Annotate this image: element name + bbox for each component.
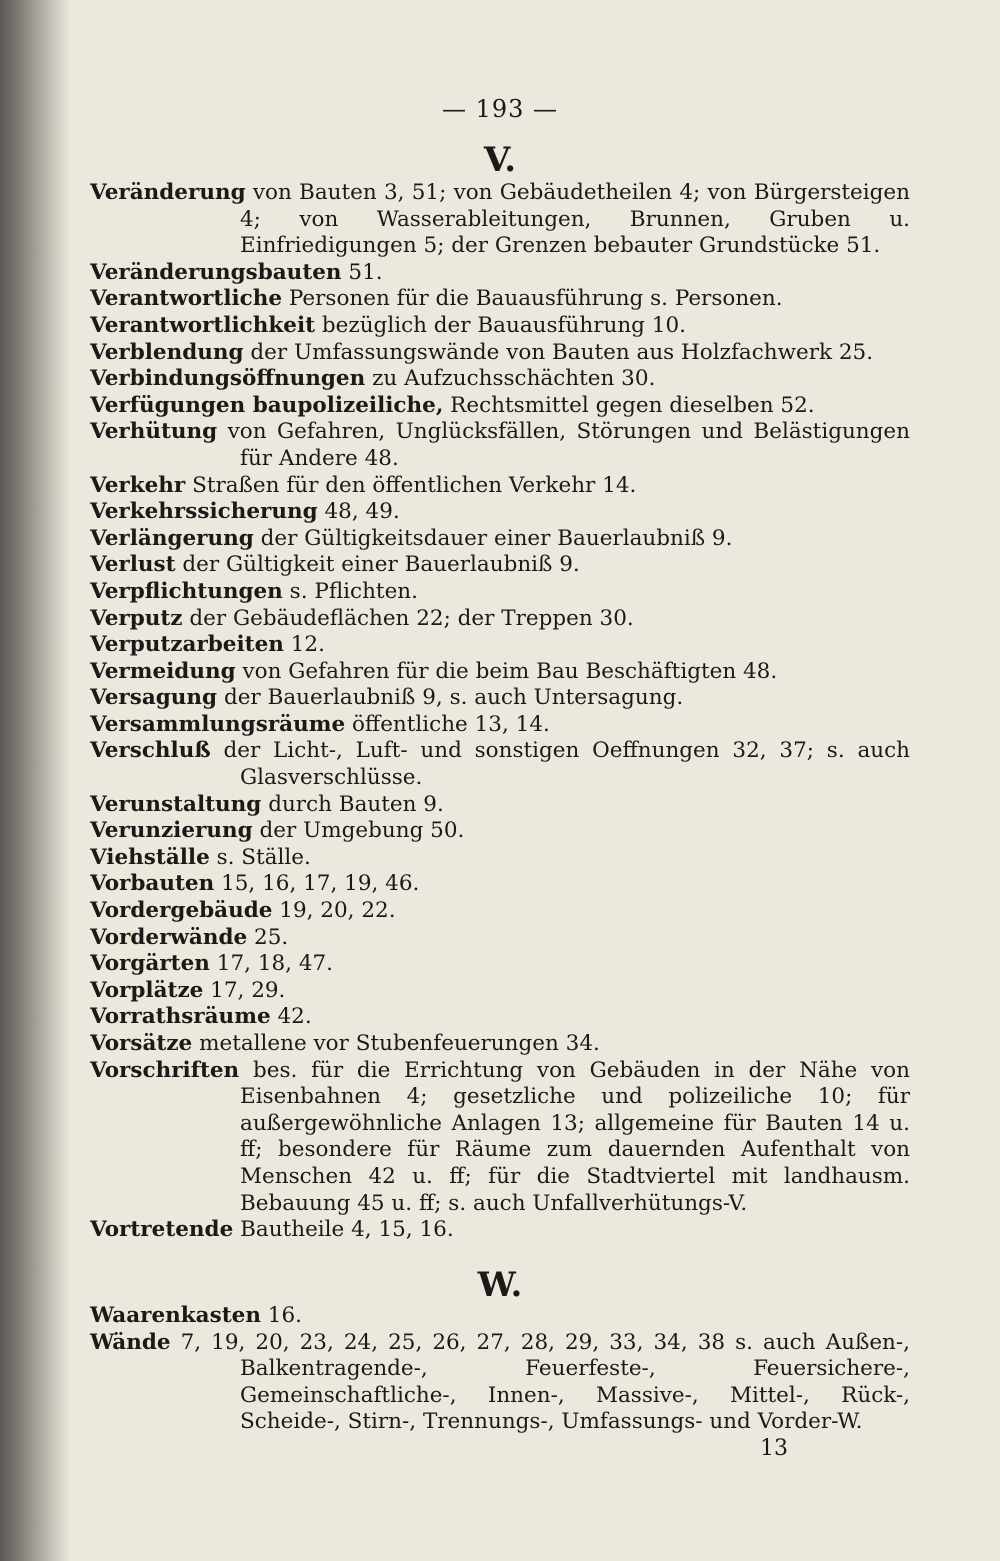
index-entry	[90, 1004, 910, 1031]
entry-text: der Umfassungswände von Bauten aus Holzfachwerk 25.	[250, 339, 874, 365]
index-entry	[90, 606, 910, 633]
index-entry	[90, 393, 910, 420]
index-entry	[90, 898, 910, 925]
entry-headword: Vermeidung	[90, 658, 236, 684]
section-heading-v: V.	[483, 140, 517, 180]
entry-headword: Waarenkasten	[90, 1303, 261, 1328]
entry-text: der Licht-, Luft- und sonstigen Oeffnungen 32, 37; s. auch Glasverschlüsse.	[223, 738, 910, 791]
entry-headword: Verbindungsöffnungen	[90, 366, 366, 392]
entry-headword: Vorderwände	[90, 924, 248, 950]
entry-text: 42.	[277, 1004, 312, 1030]
entry-headword: Vorschriften	[90, 1057, 240, 1083]
index-entry	[90, 552, 910, 579]
entry-text: der Umgebung 50.	[259, 818, 465, 844]
index-entry	[90, 286, 910, 313]
entry-text: Straßen für den öffentlichen Verkehr 14.	[192, 472, 637, 498]
entry-text: der Gültigkeit einer Bauerlaubniß 9.	[182, 552, 580, 578]
index-entries-w	[90, 1303, 910, 1436]
entry-headword: Verputz	[90, 605, 183, 631]
index-entry	[90, 871, 910, 898]
index-entry	[90, 951, 910, 978]
entry-text: s. Pflichten.	[289, 578, 418, 604]
index-entry	[90, 579, 910, 606]
index-entry	[90, 180, 910, 260]
index-entry	[90, 313, 910, 340]
index-entry	[90, 1303, 910, 1330]
entry-headword: Viehställe	[90, 844, 210, 870]
entry-headword: Vorplätze	[90, 977, 204, 1003]
index-entry	[90, 685, 910, 712]
section-heading-w: W.	[477, 1265, 523, 1305]
entry-text: 25.	[254, 924, 289, 950]
entry-headword: Veränderung	[90, 180, 246, 205]
entry-headword: Vorbauten	[90, 871, 215, 897]
entry-headword: Vordergebäude	[90, 898, 273, 924]
index-entry	[90, 818, 910, 845]
entry-headword: Wände	[90, 1329, 171, 1355]
entry-headword: Verunzierung	[90, 818, 253, 844]
index-entry	[90, 925, 910, 952]
entry-text: 17, 18, 47.	[216, 951, 334, 977]
entry-headword: Verantwortlichkeit	[90, 312, 316, 338]
index-entry	[90, 1031, 910, 1058]
entry-text: Bautheile 4, 15, 16.	[240, 1217, 454, 1243]
entry-text: der Bauerlaubniß 9, s. auch Untersagung.	[223, 685, 684, 711]
index-entry	[90, 366, 910, 393]
entry-headword: Verkehr	[90, 472, 186, 498]
entry-headword: Verkehrssicherung	[90, 499, 318, 525]
entry-text: metallene vor Stubenfeuerungen 34.	[199, 1031, 600, 1056]
index-entry	[90, 712, 910, 739]
index-entry	[90, 1330, 910, 1436]
entry-headword: Verputzarbeiten	[90, 632, 284, 658]
entry-headword: Verschluß	[90, 738, 211, 764]
entry-headword: Vortretende	[90, 1217, 234, 1243]
entry-text: von Gefahren für die beim Bau Beschäftigten 48.	[242, 658, 778, 684]
index-entry	[90, 632, 910, 659]
entry-text: bezüglich der Bauausführung 10.	[321, 312, 686, 338]
index-entry	[90, 659, 910, 686]
index-entry	[90, 1058, 910, 1218]
entry-headword: Vorsätze	[90, 1031, 193, 1056]
entry-text: Rechtsmittel gegen dieselben 52.	[450, 392, 815, 418]
entry-text: 17, 29.	[210, 977, 286, 1003]
entry-headword: Versagung	[90, 685, 218, 711]
signature-mark: 13	[760, 1436, 788, 1461]
entry-text: durch Bauten 9.	[268, 791, 444, 817]
index-entry	[90, 526, 910, 553]
entry-text: 16.	[267, 1303, 302, 1328]
index-entry	[90, 419, 910, 472]
page-number: — 193 —	[441, 95, 559, 123]
entry-text: von Bauten 3, 51; von Gebäudetheilen 4; von Bürgersteigen 4; von Wasserableitungen, Brunnen, Gruben u. Einfriedigungen 5; der Grenzen bebauter Grundstücke 51.	[240, 180, 910, 259]
entry-text: s. Ställe.	[216, 844, 311, 870]
entry-text: der Gültigkeitsdauer einer Bauerlaubniß 9.	[260, 525, 733, 551]
entry-text: Personen für die Bauausführung s. Personen.	[288, 286, 783, 312]
index-entries-v	[90, 180, 910, 1244]
entry-text: bes. für die Errichtung von Gebäuden in der Nähe von Eisenbahnen 4; gesetzliche und polizeiliche 10; für außergewöhnliche Anlagen 13; allgemeine für Bauten 14 u. ff; besondere für Räume zum dauernden Aufenthalt von Menschen 42 u. ff; für die Stadtviertel mit landhausm. Bebauung 45 u. ff; s. auch Unfallverhütungs-V.	[240, 1057, 910, 1216]
index-entry	[90, 978, 910, 1005]
index-entry	[90, 260, 910, 287]
index-entry	[90, 499, 910, 526]
entry-text: der Gebäudeflächen 22; der Treppen 30.	[189, 605, 634, 631]
entry-text: zu Aufzuchsschächten 30.	[372, 366, 656, 392]
entry-headword: Vorgärten	[90, 951, 210, 977]
entry-headword: Verantwortliche	[90, 286, 283, 312]
index-entry	[90, 340, 910, 367]
index-entry	[90, 738, 910, 791]
entry-headword: Verpflichtungen	[90, 578, 283, 604]
entry-text: 15, 16, 17, 19, 46.	[221, 871, 420, 897]
index-entry	[90, 845, 910, 872]
entry-headword: Vorrathsräume	[90, 1004, 271, 1030]
entry-headword: Verblendung	[90, 339, 244, 365]
index-entry	[90, 792, 910, 819]
entry-headword: Verhütung	[90, 419, 218, 445]
entry-headword: Verunstaltung	[90, 791, 262, 817]
index-entry	[90, 473, 910, 500]
entry-text: 51.	[348, 259, 383, 285]
entry-text: 7, 19, 20, 23, 24, 25, 26, 27, 28, 29, 33, 34, 38 s. auch Außen-, Balkentragende-, Feuerfeste-, Feuersichere-, Gemeinschaftliche-, Innen-, Massive-, Mittel-, Rück-, Scheide-, Stirn-, Trennungs-, Umfassungs- und Vorder-W.	[180, 1329, 910, 1435]
entry-text: 12.	[290, 632, 325, 658]
entry-text: 48, 49.	[324, 499, 400, 525]
entry-headword: Verlust	[90, 552, 176, 578]
book-gutter-shadow	[0, 0, 70, 1561]
entry-headword: Versammlungsräume	[90, 711, 346, 737]
entry-headword: Verlängerung	[90, 525, 254, 551]
entry-headword: Verfügungen baupolizeiliche,	[90, 392, 444, 418]
entry-text: 19, 20, 22.	[279, 898, 396, 924]
entry-text: von Gefahren, Unglücksfällen, Störungen und Belästigungen für Andere 48.	[227, 419, 910, 471]
entry-text: öffentliche 13, 14.	[351, 711, 550, 737]
index-entry	[90, 1217, 910, 1244]
entry-headword: Veränderungsbauten	[90, 259, 342, 285]
